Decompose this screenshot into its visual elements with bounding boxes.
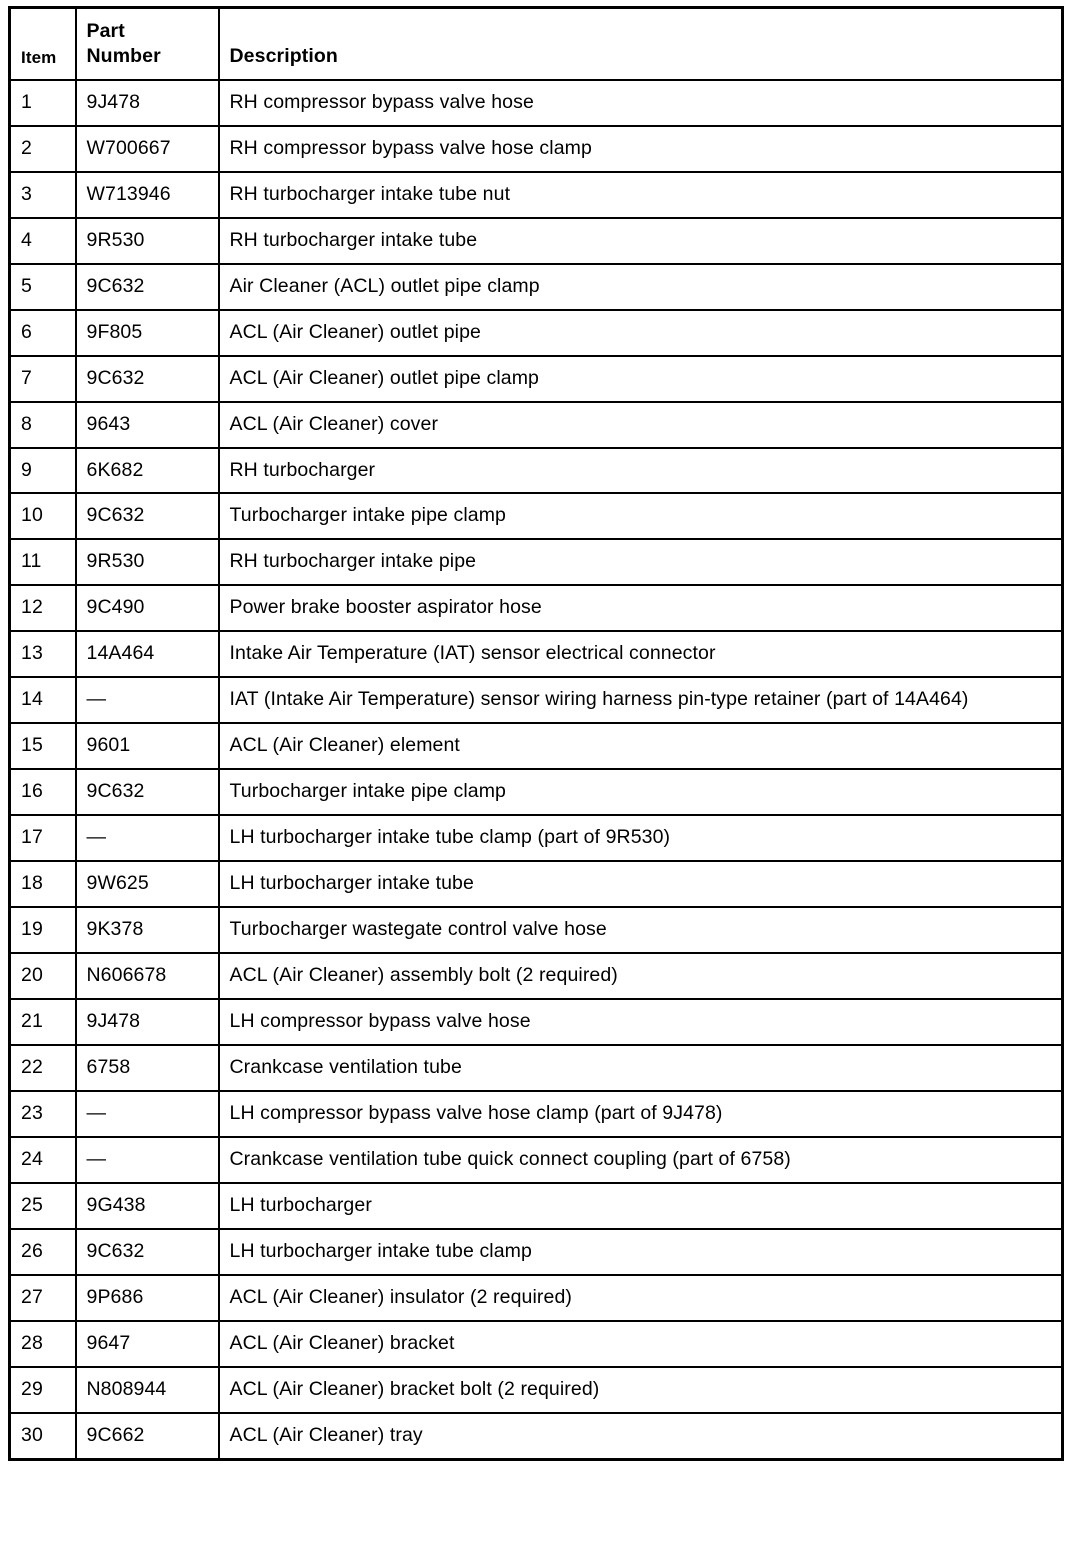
cell-part-number: —: [76, 815, 219, 861]
cell-description: ACL (Air Cleaner) cover: [219, 402, 1063, 448]
cell-part-number: 14A464: [76, 631, 219, 677]
cell-part-number: 9K378: [76, 907, 219, 953]
cell-part-number: 9C632: [76, 1229, 219, 1275]
table-row: [10, 1091, 1063, 1137]
cell-description: LH turbocharger intake tube clamp: [219, 1229, 1063, 1275]
cell-part-number: 9W625: [76, 861, 219, 907]
cell-part-number: W713946: [76, 172, 219, 218]
table-row: [10, 1229, 1063, 1275]
cell-item-number: 17: [10, 815, 76, 861]
cell-description: RH turbocharger intake pipe: [219, 539, 1063, 585]
cell-item-number: 21: [10, 999, 76, 1045]
table-row: [10, 402, 1063, 448]
cell-part-number: 6K682: [76, 448, 219, 494]
cell-description: ACL (Air Cleaner) assembly bolt (2 required): [219, 953, 1063, 999]
cell-part-number: 9C490: [76, 585, 219, 631]
cell-part-number: —: [76, 1137, 219, 1183]
column-header-part-number: [76, 8, 219, 80]
cell-item-number: 3: [10, 172, 76, 218]
cell-description: ACL (Air Cleaner) bracket bolt (2 required): [219, 1367, 1063, 1413]
cell-item-number: 4: [10, 218, 76, 264]
table-row: [10, 356, 1063, 402]
cell-item-number: 2: [10, 126, 76, 172]
table-row: [10, 999, 1063, 1045]
cell-description: LH turbocharger intake tube clamp (part of 9R530): [219, 815, 1063, 861]
cell-item-number: 8: [10, 402, 76, 448]
table-row: [10, 1321, 1063, 1367]
table-row: [10, 310, 1063, 356]
cell-description: RH turbocharger: [219, 448, 1063, 494]
table-row: [10, 218, 1063, 264]
cell-description: LH turbocharger intake tube: [219, 861, 1063, 907]
cell-part-number: 9643: [76, 402, 219, 448]
cell-description: ACL (Air Cleaner) bracket: [219, 1321, 1063, 1367]
cell-part-number: W700667: [76, 126, 219, 172]
cell-part-number: 9C632: [76, 264, 219, 310]
cell-part-number: 9R530: [76, 539, 219, 585]
column-header-description: Description: [219, 8, 1063, 80]
cell-description: ACL (Air Cleaner) element: [219, 723, 1063, 769]
cell-description: RH turbocharger intake tube nut: [219, 172, 1063, 218]
table-row: [10, 861, 1063, 907]
cell-item-number: 30: [10, 1413, 76, 1459]
table-row: [10, 264, 1063, 310]
cell-description: ACL (Air Cleaner) insulator (2 required): [219, 1275, 1063, 1321]
table-row: [10, 677, 1063, 723]
table-row: [10, 1275, 1063, 1321]
table-row: [10, 493, 1063, 539]
cell-description: Turbocharger intake pipe clamp: [219, 493, 1063, 539]
cell-description: Turbocharger wastegate control valve hose: [219, 907, 1063, 953]
cell-item-number: 26: [10, 1229, 76, 1275]
cell-item-number: 20: [10, 953, 76, 999]
cell-item-number: 18: [10, 861, 76, 907]
table-row: [10, 1137, 1063, 1183]
cell-part-number: 9P686: [76, 1275, 219, 1321]
cell-part-number: 9C632: [76, 769, 219, 815]
cell-description: RH compressor bypass valve hose: [219, 80, 1063, 126]
table-row: [10, 1183, 1063, 1229]
cell-item-number: 7: [10, 356, 76, 402]
table-header: [10, 8, 1063, 80]
cell-item-number: 10: [10, 493, 76, 539]
cell-item-number: 16: [10, 769, 76, 815]
cell-description: RH turbocharger intake tube: [219, 218, 1063, 264]
cell-item-number: 23: [10, 1091, 76, 1137]
column-header-part-number-line2: Number: [86, 44, 161, 67]
table-row: [10, 1367, 1063, 1413]
cell-item-number: 13: [10, 631, 76, 677]
cell-item-number: 5: [10, 264, 76, 310]
cell-item-number: 12: [10, 585, 76, 631]
cell-description: LH compressor bypass valve hose: [219, 999, 1063, 1045]
table-row: [10, 1045, 1063, 1091]
table-row: [10, 539, 1063, 585]
cell-description: Crankcase ventilation tube: [219, 1045, 1063, 1091]
table-row: [10, 126, 1063, 172]
cell-item-number: 15: [10, 723, 76, 769]
table-row: [10, 631, 1063, 677]
cell-part-number: 9C632: [76, 493, 219, 539]
cell-item-number: 1: [10, 80, 76, 126]
cell-item-number: 11: [10, 539, 76, 585]
table-row: [10, 1413, 1063, 1459]
cell-description: Crankcase ventilation tube quick connect coupling (part of 6758): [219, 1137, 1063, 1183]
cell-item-number: 9: [10, 448, 76, 494]
column-header-item: Item: [10, 8, 76, 80]
cell-part-number: 9C662: [76, 1413, 219, 1459]
cell-description: Power brake booster aspirator hose: [219, 585, 1063, 631]
table-row: [10, 907, 1063, 953]
table-body: [10, 80, 1063, 1459]
cell-part-number: —: [76, 677, 219, 723]
cell-part-number: 9G438: [76, 1183, 219, 1229]
cell-description: LH turbocharger: [219, 1183, 1063, 1229]
cell-part-number: 9647: [76, 1321, 219, 1367]
cell-part-number: 9C632: [76, 356, 219, 402]
cell-item-number: 24: [10, 1137, 76, 1183]
table-row: [10, 585, 1063, 631]
cell-description: Air Cleaner (ACL) outlet pipe clamp: [219, 264, 1063, 310]
cell-item-number: 28: [10, 1321, 76, 1367]
cell-item-number: 25: [10, 1183, 76, 1229]
cell-description: RH compressor bypass valve hose clamp: [219, 126, 1063, 172]
cell-part-number: 9J478: [76, 999, 219, 1045]
cell-item-number: 14: [10, 677, 76, 723]
cell-part-number: 9J478: [76, 80, 219, 126]
cell-part-number: —: [76, 1091, 219, 1137]
cell-description: IAT (Intake Air Temperature) sensor wiring harness pin-type retainer (part of 14A464): [219, 677, 1063, 723]
table-row: [10, 80, 1063, 126]
cell-item-number: 27: [10, 1275, 76, 1321]
table-row: [10, 815, 1063, 861]
cell-part-number: N606678: [76, 953, 219, 999]
table-row: [10, 723, 1063, 769]
cell-part-number: 9R530: [76, 218, 219, 264]
parts-table: [8, 6, 1064, 1461]
cell-description: ACL (Air Cleaner) tray: [219, 1413, 1063, 1459]
cell-part-number: 6758: [76, 1045, 219, 1091]
column-header-part-number-line1: Part: [86, 20, 125, 42]
cell-part-number: N808944: [76, 1367, 219, 1413]
table-row: [10, 769, 1063, 815]
header-row: [10, 8, 1063, 80]
cell-description: LH compressor bypass valve hose clamp (part of 9J478): [219, 1091, 1063, 1137]
table-row: [10, 448, 1063, 494]
cell-part-number: 9F805: [76, 310, 219, 356]
cell-description: ACL (Air Cleaner) outlet pipe: [219, 310, 1063, 356]
cell-description: Intake Air Temperature (IAT) sensor electrical connector: [219, 631, 1063, 677]
cell-description: Turbocharger intake pipe clamp: [219, 769, 1063, 815]
cell-description: ACL (Air Cleaner) outlet pipe clamp: [219, 356, 1063, 402]
cell-item-number: 19: [10, 907, 76, 953]
cell-item-number: 22: [10, 1045, 76, 1091]
cell-part-number: 9601: [76, 723, 219, 769]
cell-item-number: 6: [10, 310, 76, 356]
table-row: [10, 172, 1063, 218]
table-row: [10, 953, 1063, 999]
cell-item-number: 29: [10, 1367, 76, 1413]
